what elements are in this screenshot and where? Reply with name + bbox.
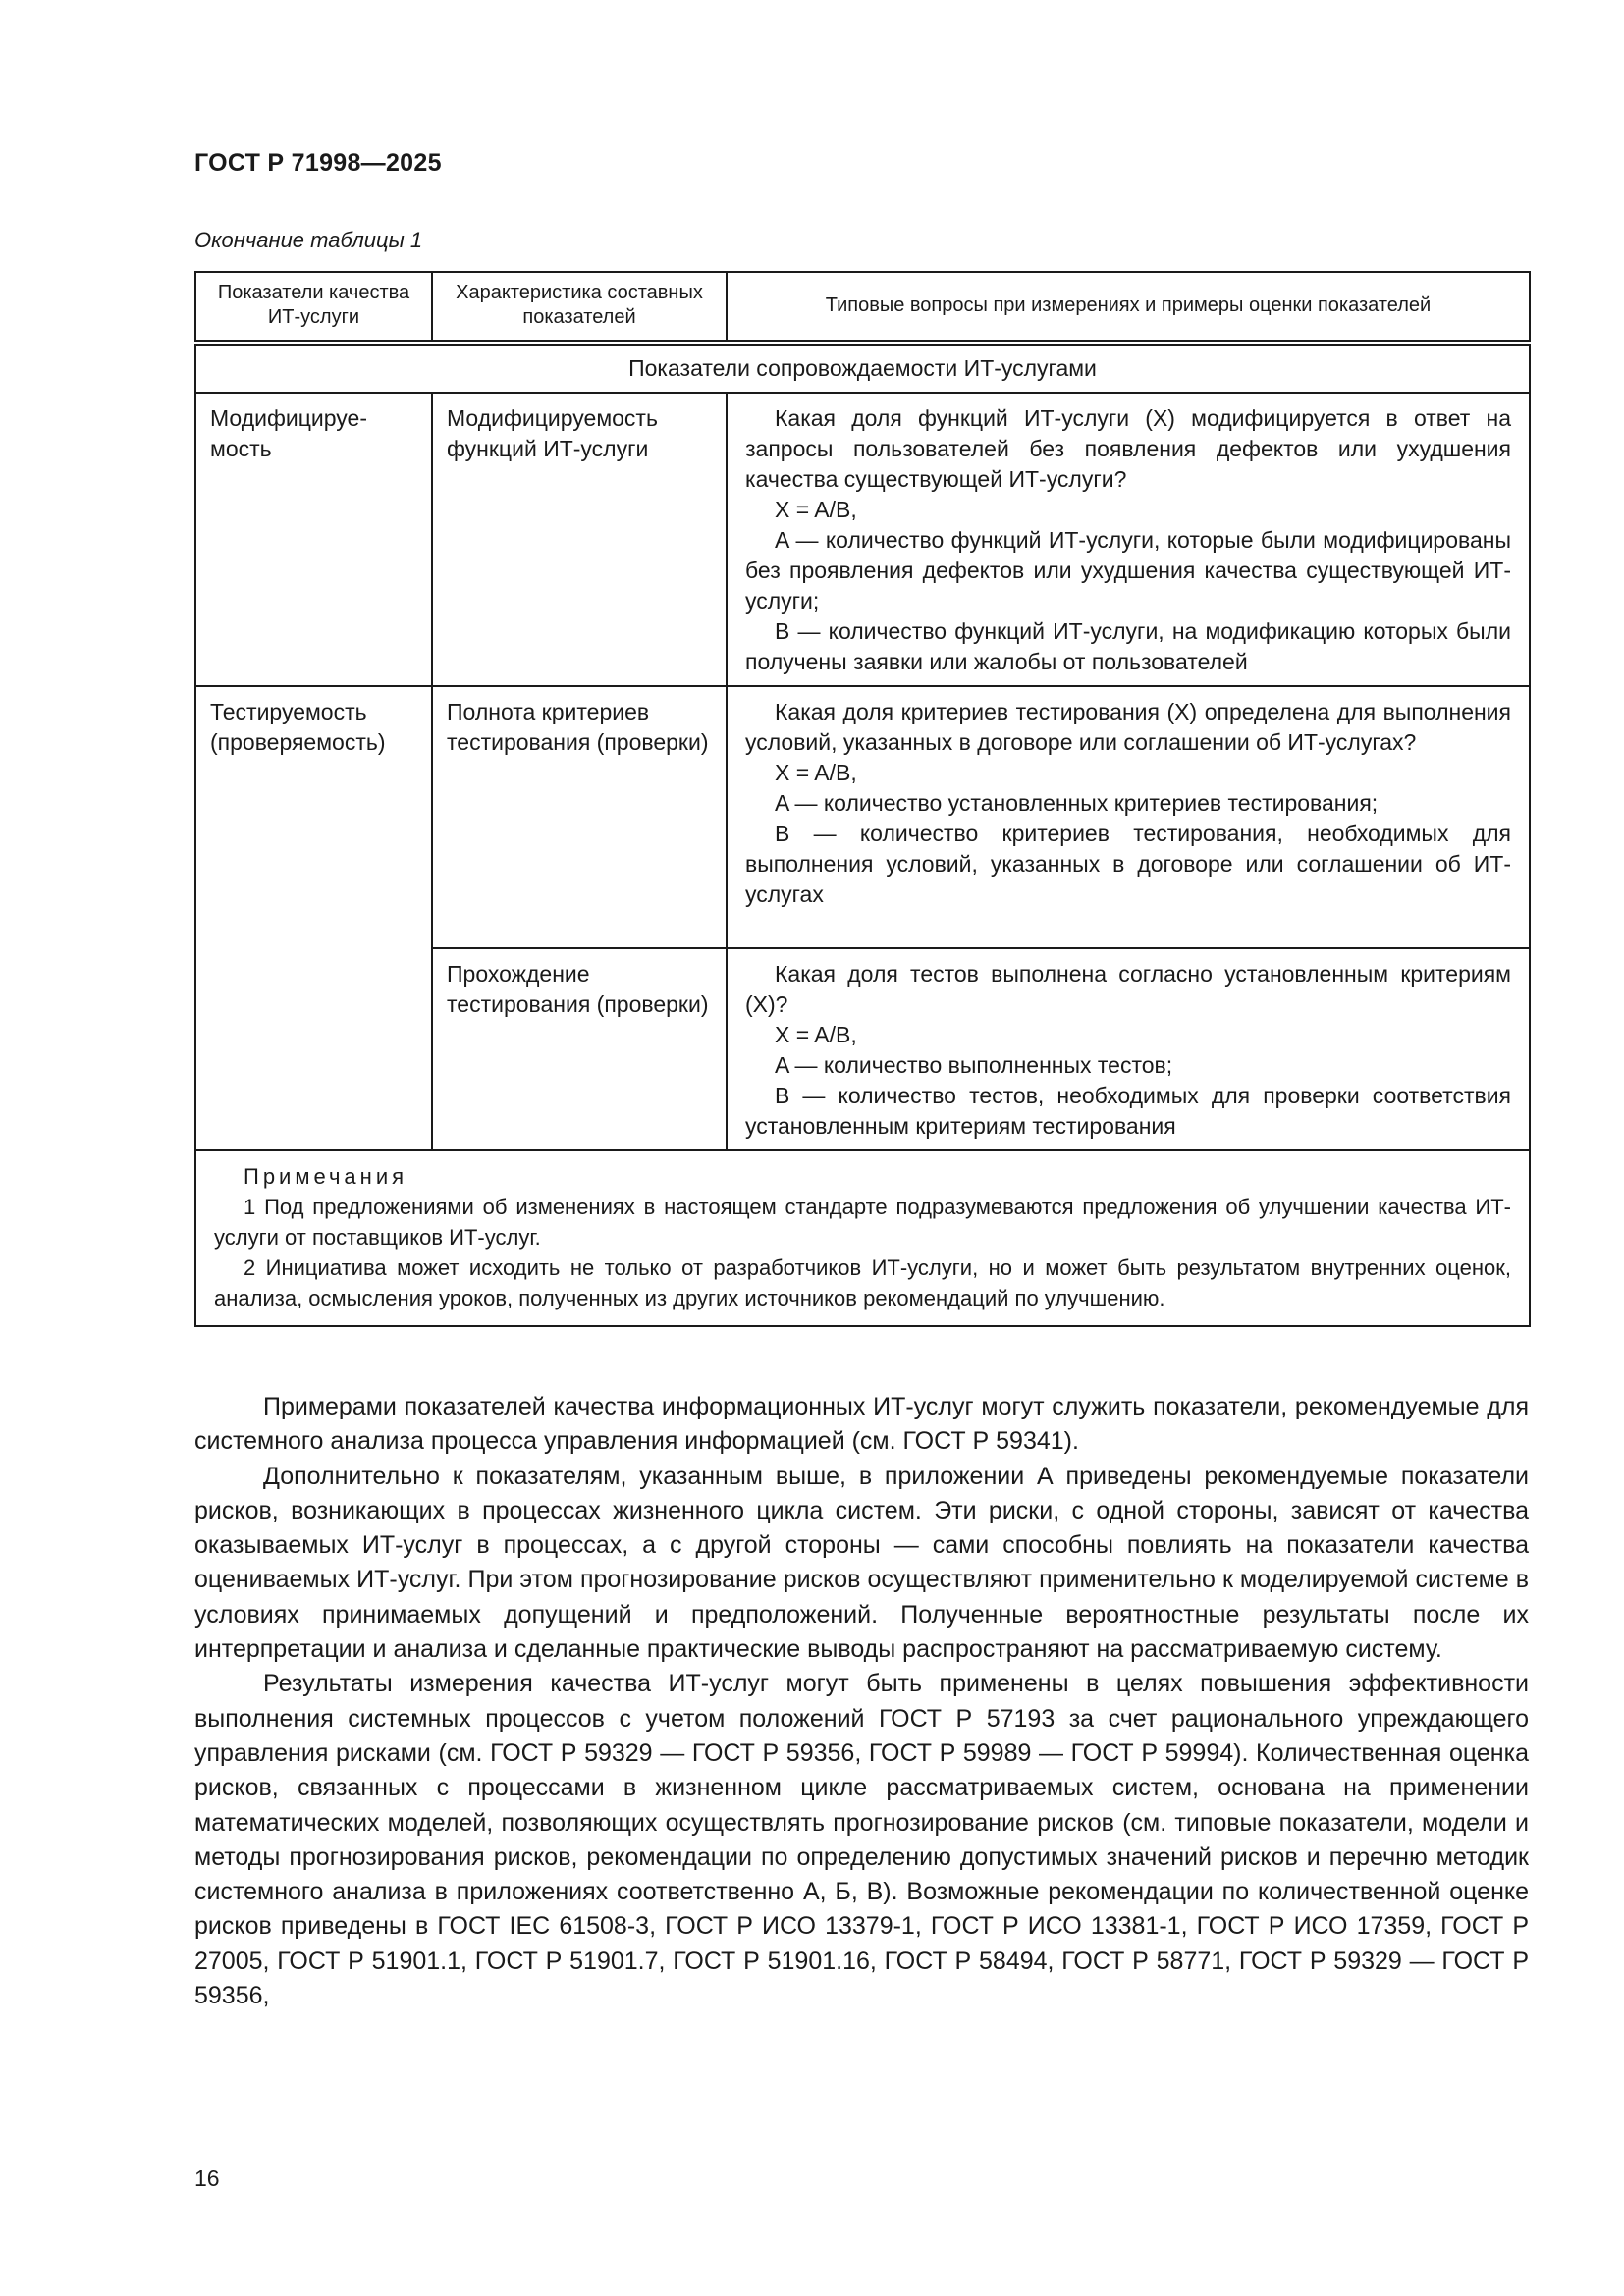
section-row xyxy=(195,343,1530,393)
body-paragraph: Примерами показателей качества информационных ИТ-услуг могут служить показатели, рекомендуемые для системного анализа процесса управления информацией (см. ГОСТ Р 59341). xyxy=(194,1393,1529,1456)
notes-title: Примечания xyxy=(244,1164,408,1189)
table-caption: Окончание таблицы 1 xyxy=(194,228,423,252)
table-row xyxy=(195,393,1530,686)
definition-b: B — количество критериев тестирования, необходимых для выполнения условий, указанных в договоре или соглашении об ИТ-услугах xyxy=(745,821,1511,907)
indicator-cell: Модифицируе-мость xyxy=(195,393,432,686)
formula-text: X = A/B, xyxy=(775,760,857,785)
note-item: 2 Инициатива может исходить не только от разработчиков ИТ-услуги, но и может быть результатом внутренних оценок, анализа, осмысления уроков, полученных из других источников рекомендаций по улучшению. xyxy=(214,1255,1511,1310)
header-questions: Типовые вопросы при измерениях и примеры оценки показателей xyxy=(727,272,1530,343)
page-number: 16 xyxy=(194,2165,220,2191)
header-indicator: Показатели качества ИТ-услуги xyxy=(195,272,432,343)
body-paragraph: Дополнительно к показателям, указанным выше, в приложении А приведены рекомендуемые показатели рисков, возникающих в процессах жизненного цикла систем. Эти риски, с одной стороны, зависят от качества оказываемых ИТ-услуг в процессах, а с другой стороны — сами способны повлиять на показатели качества оцениваемых ИТ-услуг. При этом прогнозирование рисков осуществляют применительно к моделируемой системе в условиях принимаемых допущений и предположений. Полученные вероятностные результаты после их интерпретации и анализа и сделанные практические выводы распространяют на рассматриваемую систему. xyxy=(194,1462,1529,1664)
definition-a: A — количество установленных критериев тестирования; xyxy=(775,790,1379,816)
definition-a: A — количество выполненных тестов; xyxy=(775,1052,1173,1078)
questions-cell xyxy=(727,686,1530,948)
table-header-row xyxy=(195,272,1530,343)
definition-b: B — количество тестов, необходимых для проверки соответствия установленным критериям тестирования xyxy=(745,1083,1511,1139)
question-text: Какая доля тестов выполнена согласно установленным критериям (X)? xyxy=(745,961,1511,1017)
document-code: ГОСТ Р 71998—2025 xyxy=(194,149,442,177)
question-text: Какая доля критериев тестирования (X) определена для выполнения условий, указанных в договоре или соглашении об ИТ-услугах? xyxy=(745,699,1511,755)
header-characteristic: Характеристика составных показателей xyxy=(432,272,727,343)
body-text xyxy=(194,1390,1529,2013)
characteristic-cell: Прохождение тестирования (проверки) xyxy=(432,948,727,1150)
note-item: 1 Под предложениями об изменениях в настоящем стандарте подразумеваются предложения об улучшении качества ИТ-услуги от поставщиков ИТ-услуг. xyxy=(214,1195,1511,1250)
question-text: Какая доля функций ИТ-услуги (X) модифицируется в ответ на запросы пользователей без появления дефектов или ухудшения качества существующей ИТ-услуги? xyxy=(745,405,1511,492)
definition-a: A — количество функций ИТ-услуги, которые были модифицированы без проявления дефектов или ухудшения качества существующей ИТ-услуги; xyxy=(745,527,1511,614)
notes-row xyxy=(195,1150,1530,1326)
formula-text: X = A/B, xyxy=(775,1022,857,1047)
table-row xyxy=(195,686,1530,948)
characteristic-cell: Модифицируемость функций ИТ-услуги xyxy=(432,393,727,686)
quality-indicators-table xyxy=(194,271,1531,1327)
notes-cell xyxy=(195,1150,1530,1326)
characteristic-cell: Полнота критериев тестирования (проверки) xyxy=(432,686,727,948)
questions-cell xyxy=(727,393,1530,686)
section-title: Показатели сопровождаемости ИТ-услугами xyxy=(195,343,1530,393)
questions-cell xyxy=(727,948,1530,1150)
body-paragraph: Результаты измерения качества ИТ-услуг могут быть применены в целях повышения эффективности выполнения системных процессов с учетом положений ГОСТ Р 57193 за счет рационального упреждающего управления рисками (см. ГОСТ Р 59329 — ГОСТ Р 59356, ГОСТ Р 59989 — ГОСТ Р 59994). Количественная оценка рисков, связанных с процессами в жизненном цикле рассматриваемых систем, основана на применении математических моделей, позволяющих осуществлять прогнозирование рисков (см. типовые показатели, модели и методы прогнозирования рисков, рекомендации по определению допустимых значений рисков и перечню методик системного анализа в приложениях соответственно А, Б, В). Возможные рекомендации по количественной оценке рисков приведены в ГОСТ IEC 61508-3, ГОСТ Р ИСО 13379-1, ГОСТ Р ИСО 13381-1, ГОСТ Р ИСО 17359, ГОСТ Р 27005, ГОСТ Р 51901.1, ГОСТ Р 51901.7, ГОСТ Р 51901.16, ГОСТ Р 58494, ГОСТ Р 58771, ГОСТ Р 59329 — ГОСТ Р 59356, xyxy=(194,1670,1529,2010)
definition-b: B — количество функций ИТ-услуги, на модификацию которых были получены заявки или жалобы от пользователей xyxy=(745,618,1511,674)
indicator-cell: Тестируемость (проверяемость) xyxy=(195,686,432,1150)
formula-text: X = A/B, xyxy=(775,497,857,522)
